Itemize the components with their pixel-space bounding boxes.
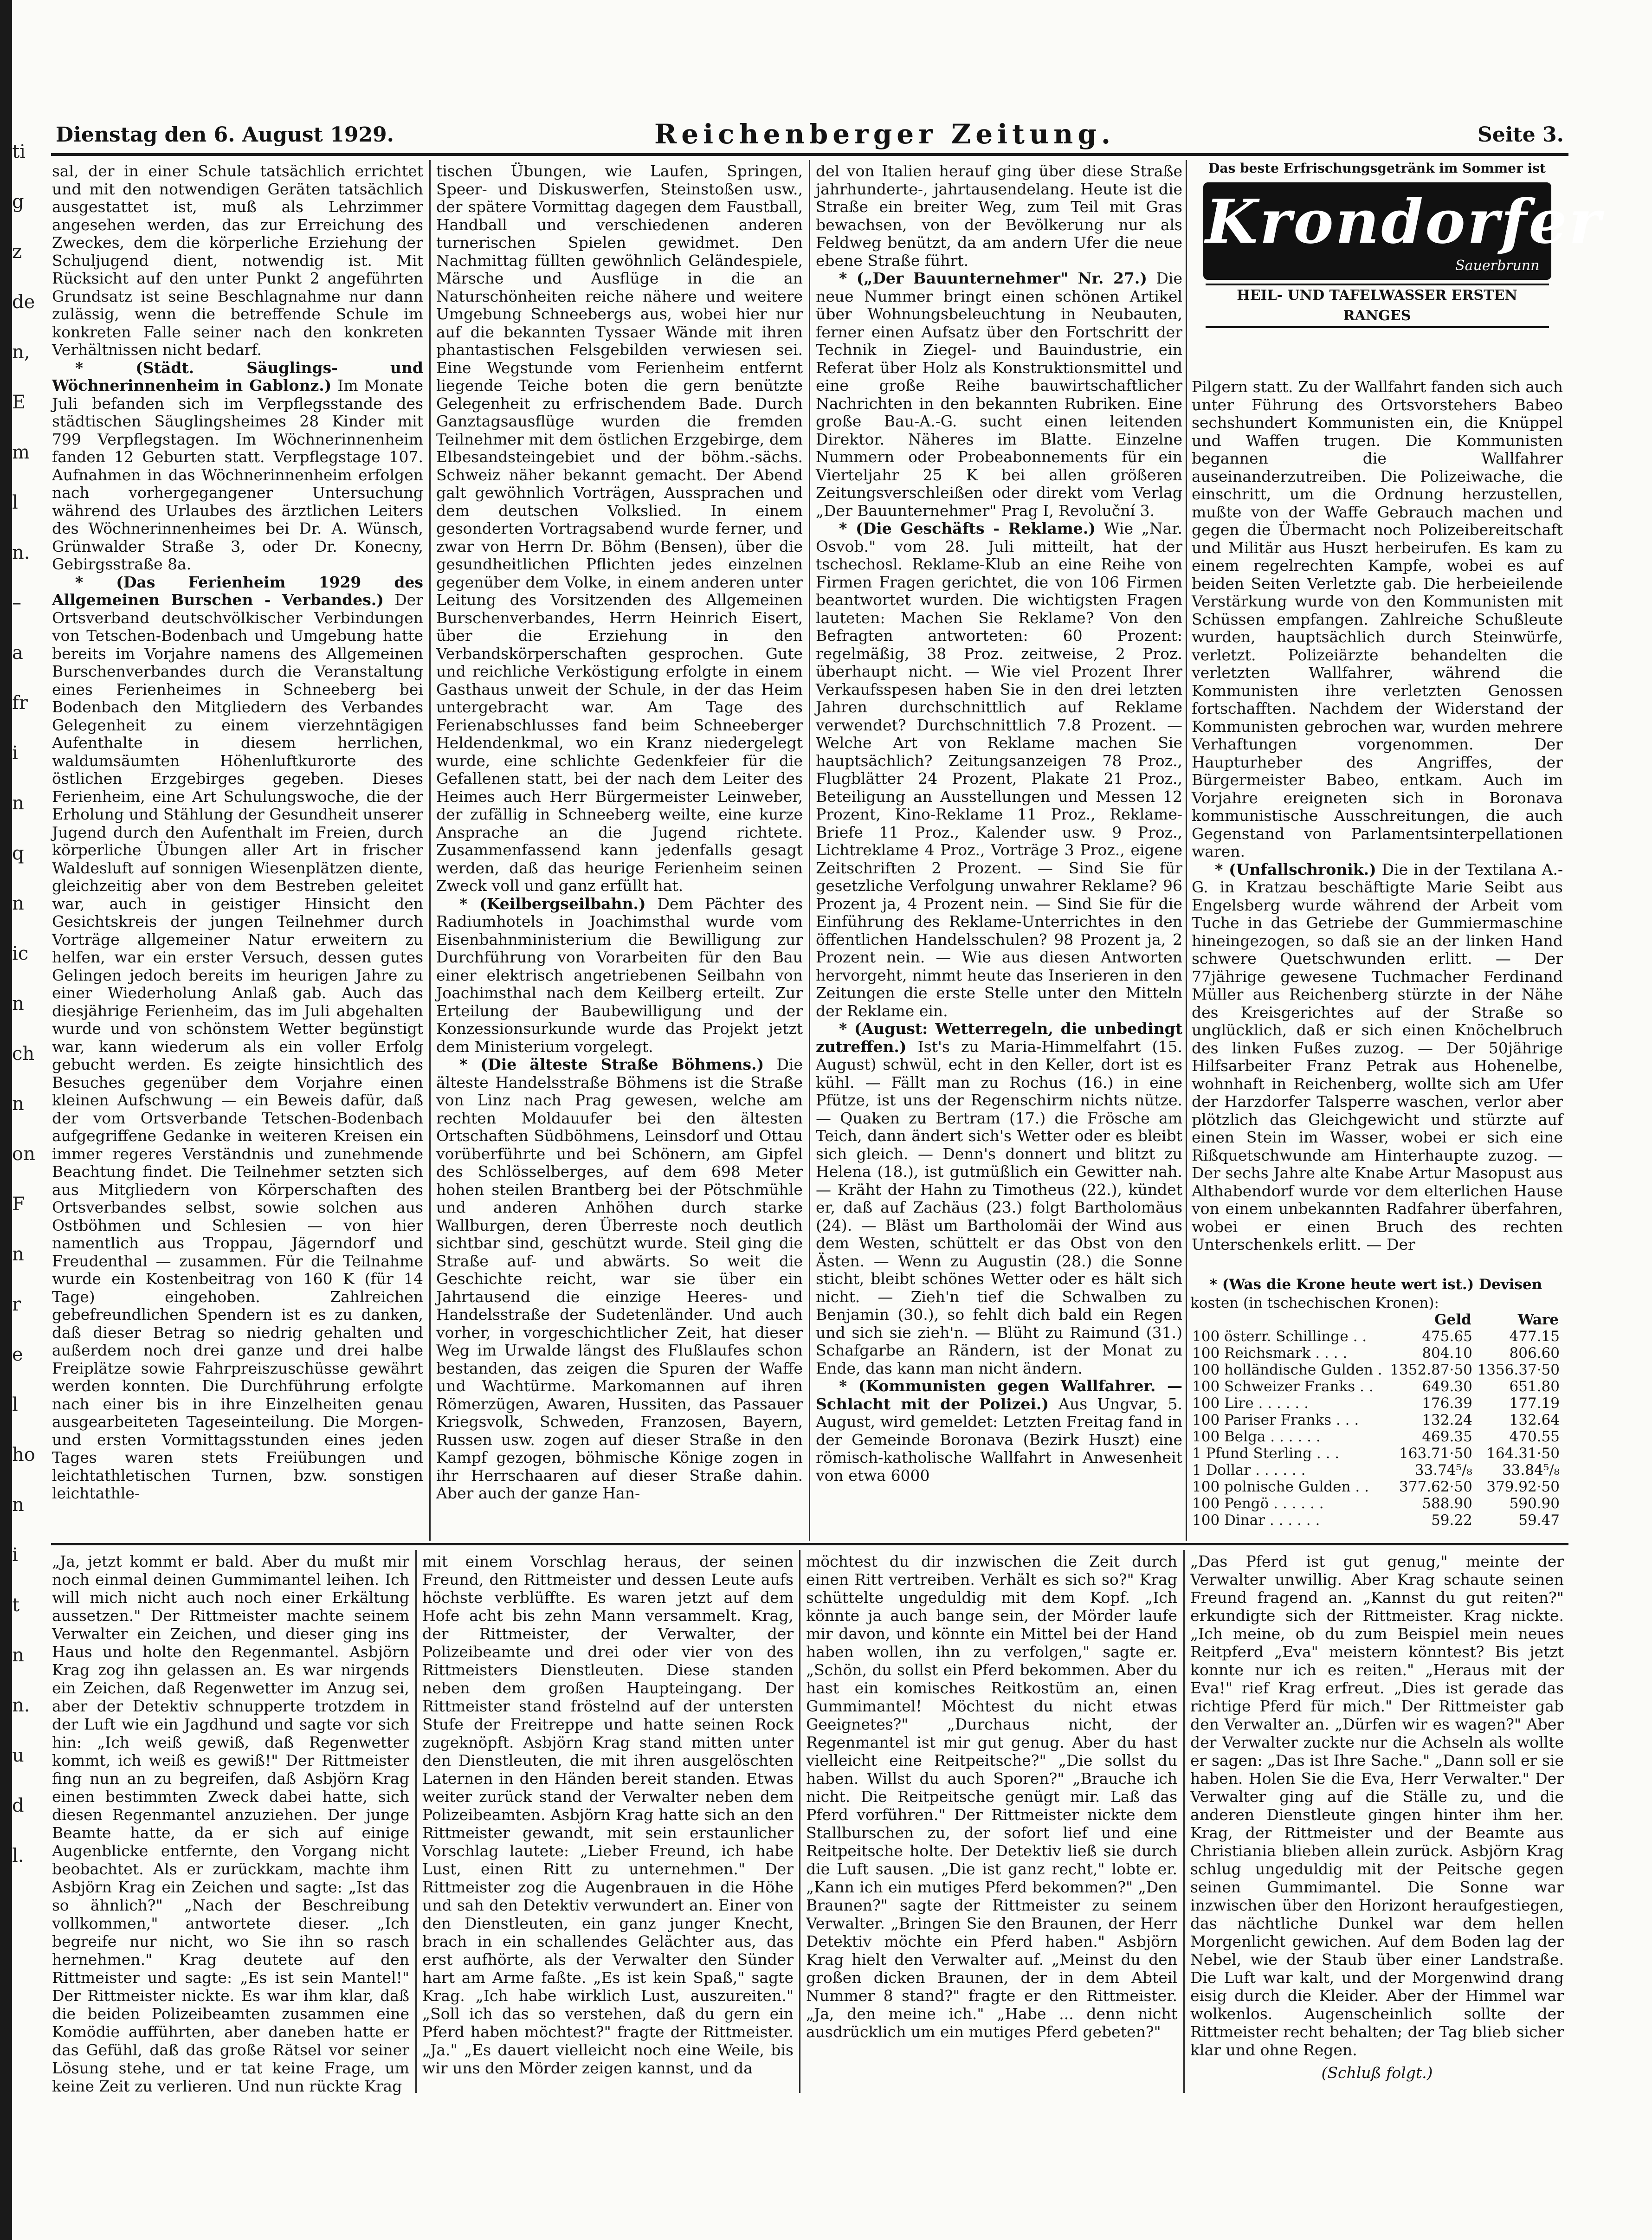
article-body: Dem Pächter des Radiumhotels in Joachimsthal wurde vom Eisenbahnministerium die Bewilligung zur Durchführung von Vorarbeiten für den Bau einer elektrisch angetriebenen Seilbahn von Joachimsthal nach dem Keilberg erteilt. Zur Erteilung der Baubewilligung und der Konzessionsurkunde wurde das Projekt jetzt dem Ministerium vorgelegt. [436, 894, 803, 1056]
article-body: Der Ortsverband deutschvölkischer Verbindungen von Tetschen-Bodenbach und Umgebung hatte bereits im Vorjahre namens des Allgemeinen Burschenverbandes durch die Veranstaltung eines Ferienheimes in Schneeberg bei Bodenbach den Mitgliedern des Verbandes Gelegenheit zu einem vierzehntägigen Aufenthalte in diesem herrlichen, waldumsäumten Höhenluftkurorte des östlichen Erzgebirges gegeben. Dieses Ferienheim, eine Art Schulungswoche, die der Erholung und Stählung der Gesundheit unserer Jugend durch den Aufenthalt im Freien, durch körperliche Übungen aller Art in frischer Waldesluft auf sonnigen Wiesenplätzen diente, gleichzeitig aber von dem Bestreben geleitet war, auch in geistiger Hinsicht den Gesichtskreis der jungen Teilnehmer durch Vorträge allgemeiner Natur erweitern zu helfen, war ein erster Versuch, dessen gutes Gelingen jedoch bereits im heurigen Jahre zu einer Wiederholung Anlaß gab. Auch das diesjährige Ferienheim, das im Juli abgehalten wurde und von schönstem Wetter begünstigt war, kann wiederum als ein voller Erfolg gebucht werden. Es zeigte hinsichtlich des Besuches gegenüber dem Vorjahre einen kleinen Aufschwung — ein Beweis dafür, daß der vom Ortsverbande Tetschen-Bodenbach aufgegriffene Gedanke in weiteren Kreisen ein immer regeres Verständnis und zunehmende Beachtung findet. Die Teilnehmer setzten sich aus Mitgliedern von Körperschaften des Ortsverbandes selbst, sowie solchen aus Ostböhmen und Schlesien — von hier namentlich aus Troppau, Jägerndorf und Freudenthal — zusammen. Für die Teilnahme wurde ein Kostenbeitrag von 160 K (für 14 Tage) eingehoben. Zahlreichen gebefreundlichen Spendern ist es zu danken, daß dieser Betrag so niedrig gehalten und außerdem noch drei ganze und drei halbe Freiplätze sowie Fahrpreiszuschüsse gewährt werden konnten. Die Durchführung erfolgte nach einer bis in ihre Einzelheiten genau ausgearbeiteten Tageseinteilung. Die Morgen- und ersten Vormittagsstunden eines jeden Tages waren stets Freiübungen und leichtathletischen Turnen, bzw. sonstigen leichtathle- [52, 591, 423, 1502]
ad-brand: Krondorfer [1205, 186, 1603, 257]
issue-date: Dienstag den 6. August 1929. [56, 123, 394, 147]
article-body: Die neue Nummer bringt einen schönen Artikel über Wohnungsbeleuchtung in Neubauten, ferner einen Aufsatz über den Fortschritt der Technik in Ziegel- und Bauindustrie, ein Referat über Holz als Konstruktionsmittel und eine große Reihe bauwirtschaftlicher Nachrichten in den bekannten Rubriken. Eine große Bau-A.-G. sucht einen leitenden Direktor. Näheres im Blatte. Einzelne Nummern oder Probeabonnements für ein Vierteljahr 25 K bei allen größeren Zeitungsverschleißen oder direkt vom Verlag „Der Bauunternehmer" Prag I, Revoluční 3. [816, 269, 1182, 520]
serial-text: „Ja, jetzt kommt er bald. Aber du mußt mir noch einmal deinen Gummimantel leihen. Ich will mich nicht auch noch einer Erkältung aussetzen." Der Rittmeister machte seinem Verwalter ein Zeichen, und dieser ging ins Haus und holte den Regenmantel. Asbjörn Krag zog ihn gelassen an. Es war nirgends ein Zeichen, daß Regenwetter im Anzug sei, aber der Detektiv schnupperte trotzdem in der Luft wie ein Jagdhund und sagte vor sich hin: „Ich weiß gewiß, daß Regenwetter kommt, ich weiß es gewiß!" Der Rittmeister fing nun an zu begreifen, daß Asbjörn Krag einen bestimmten Zweck dabei hatte, sich diesen Regenmantel anzuziehen. Der junge Beamte hatte, da er sich auf einige Augenblicke entfernte, den Vorgang nicht beobachtet. Als er zurückkam, machte ihm Asbjörn Krag ein Zeichen und sagte: „Ist das so ähnlich?" „Nach der Beschreibung vollkommen," antwortete dieser. „Ich begreife nur nicht, wo Sie ihn so rasch hernehmen." Krag deutete auf den Rittmeister und sagte: „Es ist sein Mantel!" Der Rittmeister nickte. Es war ihm klar, daß die beiden Polizeibeamten zusammen eine Komödie aufführten, aber daneben hatte er das Gefühl, daß das große Rätsel vor seiner Lösung stehe, und er tat keine Frage, um keine Zeit zu verlieren. Und nun rückte Krag [52, 1552, 409, 2095]
article-body: Die älteste Handelsstraße Böhmens ist die Straße von Linz nach Prag gewesen, welche am rechten Moldauufer bei den ältesten Ortschaften Südböhmens, Leinsdorf und Ottau vorüberführte und bei Schönern, am Gipfel des Schlösselberges, auf dem 698 Meter hohen steilen Brantberg bei der Pötschmühle und anderen Anhöhen durch starke Wallburgen, deren Überreste noch deutlich sichtbar sind, geschützt wurde. Steil ging die Straße auf- und abwärts. So weit die Geschichte reicht, war sie über ein Jahrtausend die einzige Heeres- und Handelsstraße der Sudetenländer. Und auch vorher, in vorgeschichtlicher Zeit, hat dieser Weg im Urwalde längst des Flußlaufes schon bestanden, das zeigen die Spuren der Waffe und Wachtürme. Markomannen auf ihren Römerzügen, Awaren, Hussiten, das Passauer Kriegsvolk, Schweden, Franzosen, Bayern, Russen usw. zogen auf dieser Straße in den Kampf gezogen, böhmische Könige zogen in ihr Herrschaaren auf dieser Straße dahin. Aber auch der ganze Han- [436, 1055, 803, 1502]
edge-fragment: n, [12, 342, 30, 363]
rate-geld: 132.24 [1422, 1412, 1472, 1428]
article-item [436, 895, 803, 1056]
article-paragraph: del von Italien herauf ging über diese Straße jahrhunderte-, jahrtausendelang. Heute ist die Straße ein breiter Weg, zum Teil mit Gras bewachsen, von der Bevölkerung nur als Feldweg benützt, da am andern Ufer die neue ebene Straße führt. [816, 162, 1182, 270]
edge-fragment: ti [12, 141, 26, 162]
edge-fragment: fr [12, 692, 28, 714]
rate-row [1190, 1428, 1562, 1445]
article-body: Die in der Textilana A.-G. in Kratzau beschäftigte Marie Seibt aus Engelsberg wurde während der Arbeit vom Tuche in das Getriebe der Gummiermaschine hineingezogen, so daß sie an der linken Hand schwere Quetschwunden erlitt. — Der 77jährige gewesene Tuchmacher Ferdinand Müller aus Reichenberg stürzte in der Nähe des Kreisgerichtes auf der Straße so unglücklich, daß er sich einen Knöchelbruch des linken Fußes zuzog. — Der 50jährige Hilfsarbeiter Franz Petrak aus Hohenelbe, wohnhaft in Reichenberg, wollte sich am Ufer der Harzdorfer Talsperre waschen, verlor aber plötzlich das Gleichgewicht und stürzte auf einen Stein im Wasser, wobei er sich eine Rißquetschwunde am Hinterhaupte zuzog. — Der sechs Jahre alte Knabe Artur Masopust aus Althabendorf wurde vor dem elterlichen Hause von einem unbekannten Radfahrer überfahren, wobei er einen Bruch des rechten Unterschenkels erlitt. — Der [1192, 860, 1563, 1253]
edge-fragment: ic [12, 943, 29, 964]
serial-column-4 [1190, 1552, 1564, 2086]
edge-fragment: i [12, 742, 18, 764]
article-heading: * (Kommunisten gegen Wallfahrer. — Schlacht mit der Polizei.) [816, 1377, 1182, 1413]
article-item [52, 359, 423, 574]
currency-name: 100 Schweizer Franks . . [1192, 1378, 1374, 1395]
currency-name: 100 österr. Schillinge . . [1192, 1328, 1367, 1345]
currency-name: 100 Dinar . . . . . . [1192, 1512, 1320, 1529]
edge-fragment: n [12, 1494, 24, 1516]
edge-fragment: l [12, 1394, 18, 1415]
edge-fragment: ch [12, 1043, 35, 1065]
rate-row [1190, 1328, 1562, 1345]
edge-fragment: n [12, 1645, 24, 1666]
edge-fragment: z [12, 241, 22, 263]
article-item [1192, 861, 1563, 1254]
edge-fragment: l. [12, 1845, 24, 1866]
edge-fragment: t [12, 1594, 20, 1616]
serial-column-3 [806, 1552, 1177, 2086]
edge-fragment: n [12, 1244, 24, 1265]
rate-ware: 177.19 [1509, 1395, 1560, 1412]
rate-ware: 379.92·50 [1486, 1478, 1560, 1495]
ad-tagline: Das beste Erfrischungsgetränk im Sommer ist [1208, 161, 1546, 176]
edge-fragment: i [12, 1544, 18, 1566]
rate-row [1190, 1495, 1562, 1512]
serial-column-1 [52, 1552, 409, 2095]
rate-ware: 477.15 [1509, 1328, 1560, 1345]
edge-fragment: r [12, 1294, 21, 1315]
edge-fragment: g [12, 191, 24, 213]
rate-row [1190, 1478, 1562, 1495]
rate-row [1190, 1412, 1562, 1428]
edge-fragment: n [12, 793, 24, 814]
rate-geld: 33.74⁵/₈ [1414, 1462, 1472, 1478]
serial-text: „Das Pferd ist gut genug," meinte der Verwalter unwillig. Aber Krag schaute seinen Freund fragend an. „Kannst du gut reiten?" erkundigte sich der Rittmeister. Krag nickte. „Ich meine, ob du zum Beispiel mein neues Reitpferd „Eva" meistern könntest? Bis jetzt konnte nur ich es reiten." „Heraus mit der Eva!" rief Krag erfreut. „Dies ist gerade das richtige Pferd für mich." Der Rittmeister gab den Verwalter an. „Dürfen wir es wagen?" Aber der Verwalter zuckte nur die Achseln als wollte er sagen: „Das ist Ihre Sache." „Dann soll er sie haben. Holen Sie die Eva, Herr Verwalter." Der Verwalter ging auf die Ställe zu, und die anderen Dienstleute gingen hinter ihm her. Krag, der Rittmeister und der Beamte aus Christiania blieben allein zurück. Asbjörn Krag schlug ungeduldig mit der Peitsche gegen seinen Gummimantel. Die Sonne war inzwischen über den Horizont heraufgestiegen, das nächtliche Dunkel war dem hellen Morgenlicht gewichen. Auf dem Boden lag der Nebel, wie der Staub über einer Landstraße. Die Luft war kalt, und der Morgenwind drang eisig durch die Kleider. Aber der Himmel war wolkenlos. Augenscheinlich sollte der Rittmeister recht behalten; der Tag blieb sicher klar und ohne Regen. [1190, 1552, 1564, 2059]
serial-column-2 [422, 1552, 794, 2086]
article-heading: * (Das Ferienheim 1929 des Allgemeinen Burschen - Verbandes.) [52, 573, 423, 609]
article-body: Wie „Nar. Osvob." vom 28. Juli mitteilt, hat der tschechosl. Reklame-Klub an eine Reihe von Firmen Fragen gerichtet, die von 106 Firmen beantwortet wurden. Die wichtigsten Fragen lauteten: Machen Sie Reklame? Von den Befragten antworteten: 60 Prozent: regelmäßig, 38 Proz. zeitweise, 2 Proz. überhaupt nicht. — Wie viel Prozent Ihrer Verkaufsspesen haben Sie in den drei letzten Jahren durchschnittlich auf Reklame verwendet? Durchschnittlich 7.8 Prozent. — Welche Art von Reklame machen Sie hauptsächlich? Zeitungsanzeigen 78 Proz., Flugblätter 24 Prozent, Plakate 21 Proz., Beteiligung an Ausstellungen und Messen 12 Prozent, Kino-Reklame 11 Proz., Reklame-Briefe 11 Proz., Kalender usw. 9 Proz., Lichtreklame 4 Proz., Vorträge 3 Proz., eigene Zeitschriften 2 Prozent. — Sind Sie für gesetzliche Verfolgung unwahrer Reklame? 96 Prozent ja, 4 Prozent nein. — Sind Sie für die Einführung des Reklame-Unterrichtes in den öffentlichen Handelsschulen? 98 Prozent ja, 2 Prozent nein. — Wie aus diesen Antworten hervorgeht, nimmt heute das Inserieren in den Zeitungen die erste Stelle unter den Mitteln der Reklame ein. [816, 519, 1182, 1020]
rate-geld: 176.39 [1422, 1395, 1472, 1412]
page-number: Seite 3. [1477, 123, 1564, 147]
rate-row [1190, 1362, 1562, 1378]
edge-fragment: de [12, 291, 35, 313]
column-divider [799, 1550, 800, 2093]
article-paragraph: tischen Übungen, wie Laufen, Springen, Speer- und Diskuswerfen, Steinstoßen usw., der spätere Vormittag dagegen dem Faustball, Handball und verschiedenen anderen turnerischen Spielen gewidmet. Den Nachmittag füllten gewöhnlich Geländespiele, Märsche und Ausflüge in die an Naturschönheiten reiche nähere und weitere Umgebung Schneebergs aus, wobei hier nur auf die bekannten Tyssaer Wände mit ihren phantastischen Felsgebilden verwiesen sei. Eine Wegstunde vom Ferienheim entfernt liegende Teiche boten die gern benützte Gelegenheit zu erfrischendem Bade. Durch Ganztagsausflüge wurden die fremden Teilnehmer mit dem östlichen Erzgebirge, dem Elbesandsteingebiet und der böhm.-sächs. Schweiz näher bekannt gemacht. Der Abend galt gewöhnlich Vorträgen, Aussprachen und dem deutschen Volkslied. In einem gesonderten Vortragsabend wurde ferner, und zwar von Herrn Dr. Böhm (Bensen), über die gesundheitlichen Pflichten jedes einzelnen gegenüber dem Volke, in einem anderen unter Leitung des Vorsitzenden des Allgemeinen Burschenverbandes, Herrn Heinrich Eisert, über die Erziehung in den Verbandskörperschaften gesprochen. Gute und reichliche Verköstigung erfolgte in einem Gasthaus unweit der Schule, in der das Heim untergebracht war. Am Tage des Ferienabschlusses fand beim Schneeberger Heldendenkmal, wo ein Kranz niedergelegt wurde, eine schlichte Gedenkfeier für die Gefallenen statt, bei der nach dem Leiter des Heimes auch Herr Bürgermeister Leinweber, der zufällig in Schneeberg weilte, eine kurze Ansprache an die Jugend richtete. Zusammenfassend kann jedenfalls gesagt werden, daß das heurige Ferienheim seinen Zweck voll und ganz erfüllt hat. [436, 162, 803, 895]
article-body: Ist's zu Maria-Himmelfahrt (15. August) schwül, echt in den Keller, dort ist es kühl. — Fällt man zu Rochus (16.) in eine Pfütze, ist uns der Regenschirm nichts nütze. — Quaken zu Bertram (17.) die Frösche am Teich, dann ändert sich's Wetter oder es bleibt sich gleich. — Denn's donnert und blitzt zu Helena (18.), ist gutmüßlich ein Gewitter nah. — Kräht der Hahn zu Timotheus (22.), kündet er, daß auf Zachäus (23.) folgt Bartholomäus (24). — Bläst um Bartholomäi der Wind aus dem Westen, schüttelt er das Obst von den Ästen. — Wenn zu Augustin (28.) die Sonne sticht, bleibt schönes Wetter oder es hält sich nicht. — Zieh'n tief die Schwalben zu Benjamin (30.), so fehlt dich bald ein Regen und sich sie zieh'n. — Blüht zu Raimund (31.) Schafgarbe an Rändern, ist der Monat zu Ende, das kann man nicht ändern. [816, 1037, 1182, 1377]
edge-fragment: – [12, 592, 21, 613]
rate-ware: 132.64 [1509, 1412, 1560, 1428]
edge-fragment: E [12, 392, 26, 413]
rates-heading: * (Was die Krone heute wert ist.) Devisen [1209, 1276, 1542, 1293]
currency-name: 100 Lire . . . . . . [1192, 1395, 1309, 1412]
rate-ware: 33.84⁵/₈ [1502, 1462, 1560, 1478]
rate-ware: 164.31·50 [1486, 1445, 1560, 1462]
column-3 [816, 162, 1182, 1541]
rate-geld: 59.22 [1431, 1512, 1472, 1529]
rate-row [1190, 1462, 1562, 1478]
column-1 [52, 162, 423, 1541]
rate-row [1190, 1445, 1562, 1462]
article-item [816, 1377, 1182, 1485]
rate-ware: 651.80 [1509, 1378, 1560, 1395]
article-item [816, 270, 1182, 520]
article-heading: * (Die älteste Straße Böhmens.) [459, 1055, 764, 1073]
edge-fragment: n. [12, 542, 30, 563]
article-paragraph: Pilgern statt. Zu der Wallfahrt fanden sich auch unter Führung des Ortsvorstehers Babeo sechshundert Kommunisten ein, die Knüppel und Waffen trugen. Die Kommunisten begannen die Wallfahrer auseinanderzutreiben. Die Polizeiwache, die einschritt, um die Ordnung herzustellen, mußte von der Waffe Gebrauch machen und gegen die Übermacht noch Polizeibereitschaft und Militär aus Huszt herbeirufen. Es kam zu einem regelrechten Kampfe, wobei es auf beiden Seiten Verletzte gab. Die herbeieilende Verstärkung wurde von den Kommunisten mit Schüssen empfangen. Zahlreiche Schußleute wurden, hauptsächlich durch Steinwürfe, verletzt. Polizeiärzte behandelten die verletzten Wallfahrer, während die Kommunisten ihre verletzten Genossen fortschafften. Nachdem der Widerstand der Kommunisten gebrochen war, wurden mehrere Verhaftungen vorgenommen. Der Haupturheber des Angriffes, der Bürgermeister Babeo, entkam. Auch im Vorjahre ereigneten sich in Boronava kommunistische Ausschreitungen, die auch Gegenstand von Parlamentsinterpellationen waren. [1192, 378, 1563, 860]
article-body: Aus Ungvar, 5. August, wird gemeldet: Letzten Freitag fand in der Gemeinde Boronava (Bezirk Huszt) eine römisch-katholische Wallfahrt in Anwesenheit von etwa 6000 [816, 1394, 1182, 1485]
rate-geld: 475.65 [1422, 1328, 1472, 1345]
edge-fragment: l [12, 492, 18, 513]
rate-geld: 163.71·50 [1399, 1445, 1472, 1462]
rate-ware: 470.55 [1509, 1428, 1560, 1445]
rate-geld: 588.90 [1422, 1495, 1472, 1512]
feuilleton-rule [51, 1543, 1568, 1545]
edge-fragment: on [12, 1143, 35, 1165]
edge-fragment: n [12, 1093, 24, 1115]
article-item [816, 520, 1182, 1020]
column-divider [429, 160, 431, 1541]
article-paragraph: sal, der in einer Schule tatsächlich errichtet und mit den notwendigen Geräten tatsächlich ausgestattet ist, muß als Lehrzimmer angesehen werden, das zur Erreichung des Zweckes, dem die körperliche Erziehung der Schuljugend dient, notwendig ist. Mit Rücksicht auf den unter Punkt 2 angeführten Grundsatz ist seine Beschlagnahme nur dann zulässig, wenn die betreffende Schule im konkreten Falle seiner nach den konkreten Verhältnissen nicht bedarf. [52, 162, 423, 359]
currency-name: 100 Pengö . . . . . . [1192, 1495, 1324, 1512]
edge-fragment: F [12, 1194, 25, 1215]
article-item [52, 574, 423, 1503]
rate-row [1190, 1395, 1562, 1412]
rate-geld: 469.35 [1422, 1428, 1472, 1445]
edge-fragment: q [12, 843, 24, 864]
rate-ware: 59.47 [1518, 1512, 1560, 1529]
rate-ware: 590.90 [1509, 1495, 1560, 1512]
article-heading: * (August: Wetterregeln, die unbedingt zutreffen.) [816, 1020, 1182, 1056]
currency-name: 100 holländische Gulden . [1192, 1362, 1382, 1378]
edge-fragment: a [12, 642, 23, 664]
scan-edge [0, 0, 12, 2240]
rate-geld: 804.10 [1422, 1345, 1472, 1362]
edge-fragment: d [12, 1795, 24, 1816]
exchange-rates [1190, 1276, 1562, 1529]
rate-ware: 806.60 [1509, 1345, 1560, 1362]
edge-fragment: n [12, 993, 24, 1014]
rate-geld: 377.62·50 [1399, 1478, 1472, 1495]
currency-name: 100 Pariser Franks . . . [1192, 1412, 1359, 1428]
currency-name: 100 polnische Gulden . . [1192, 1478, 1369, 1495]
currency-name: 100 Belga . . . . . . [1192, 1428, 1321, 1445]
header-rule [51, 153, 1568, 156]
rate-row [1190, 1512, 1562, 1529]
rates-table [1190, 1311, 1562, 1529]
article-heading: * („Der Bauunternehmer" Nr. 27.) [839, 269, 1147, 287]
col-header-geld: Geld [1434, 1311, 1471, 1328]
rate-geld: 1352.87·50 [1390, 1362, 1472, 1378]
page-header [56, 118, 1564, 155]
article-heading: * (Die Geschäfts - Reklame.) [839, 519, 1096, 537]
currency-name: 1 Pfund Sterling . . . [1192, 1445, 1340, 1462]
newspaper-title: Reichenberger Zeitung. [654, 118, 1116, 150]
column-4 [1192, 378, 1563, 1274]
currency-name: 1 Dollar . . . . . . [1192, 1462, 1306, 1478]
column-divider [809, 160, 810, 1541]
rates-subheading: kosten (in tschechischen Kronen): [1190, 1295, 1439, 1311]
column-divider [1183, 1550, 1185, 2093]
col-header-ware: Ware [1517, 1311, 1559, 1328]
column-divider [415, 1550, 417, 2093]
rate-row [1190, 1345, 1562, 1362]
column-divider [1186, 160, 1187, 1541]
edge-fragment: n. [12, 1695, 30, 1716]
article-item [436, 1056, 803, 1503]
edge-fragment: ho [12, 1444, 35, 1465]
rate-row [1190, 1378, 1562, 1395]
edge-fragment: e [12, 1344, 23, 1365]
edge-fragment: u [12, 1745, 24, 1766]
article-item [816, 1020, 1182, 1377]
rate-ware: 1356.37·50 [1477, 1362, 1560, 1378]
rate-geld: 649.30 [1422, 1378, 1472, 1395]
article-body: Im Monate Juli befanden sich im Verpflegsstande des städtischen Säuglingsheimes 28 Kinder mit 799 Verpflegstagen. Im Wöchnerinnenheim fanden 12 Geburten statt. Verpflegstage 107. Aufnahmen in das Wöchnerinnenheim erfolgen nach vorhergegangener Untersuchung während des Urlaubes des ärztlichen Leiters des Wöchnerinnenheimes bei Dr. A. Wünsch, Grünwalder Straße 3, oder Dr. Konecny, Gebirgsstraße 8a. [52, 376, 423, 573]
serial-continuation-note: (Schluß folgt.) [1321, 2064, 1433, 2082]
currency-name: 100 Reichsmark . . . . [1192, 1345, 1348, 1362]
article-heading: * (Städt. Säuglings- und Wöchnerinnenheim in Gablonz.) [52, 358, 423, 394]
edge-fragment: m [12, 442, 30, 463]
ad-logo [1203, 182, 1603, 280]
article-heading: * (Unfallschronik.) [1215, 860, 1376, 878]
ad-brand-sub: Sauerbrunn [1455, 258, 1540, 274]
serial-text: mit einem Vorschlag heraus, der seinen Freund, den Rittmeister und dessen Leute aufs höchste verblüffte. Es waren jetzt auf dem Hofe acht bis zehn Mann versammelt. Krag, der Rittmeister, der Verwalter, der Polizeibeamte und drei oder vier von des Rittmeisters Dienstleuten. Diese standen neben dem großen Haupteingang. Der Rittmeister stand fröstelnd auf der untersten Stufe der Freitreppe und hatte seinen Rock zugeknöpft. Asbjörn Krag stand mitten unter den Dienstleuten, die mit ihren ausgelöschten Laternen in den Händen bereit standen. Etwas weiter zurück stand der Verwalter neben dem Polizeibeamten. Asbjörn Krag hatte sich an den Rittmeister gewandt, mit sein erstaunlicher Vorschlag lautete: „Lieber Freund, ich habe Lust, einen Ritt zu unternehmen." Der Rittmeister zog die Augenbrauen in die Höhe und sah den Detektiv verwundert an. Einer von den Dienstleuten, ein ganz junger Knecht, brach in ein schallendes Gelächter aus, das erst aufhörte, als der Verwalter den Sünder hart am Arme faßte. „Es ist kein Spaß," sagte Krag. „Ich habe wirklich Lust, auszureiten." „Soll ich das so verstehen, daß du gern ein Pferd haben möchtest?" fragte der Rittmeister. „Ja." „Es dauert vielleicht noch eine Weile, bis wir uns den Mörder zeigen kannst, und da [422, 1552, 794, 2077]
ad-slogan: HEIL- UND TAFELWASSER ERSTEN RANGES [1206, 284, 1549, 328]
krondorfer-advertisement [1188, 160, 1603, 392]
column-2 [436, 162, 803, 1541]
article-heading: * (Keilbergseilbahn.) [459, 894, 646, 913]
edge-fragment: n [12, 893, 24, 914]
serial-text: möchtest du dir inzwischen die Zeit durch einen Ritt vertreiben. Verhält es sich so?" Krag schüttelte ungeduldig mit dem Kopf. „Ich könnte ja auch bange sein, der Mörder laufe mir davon, und könnte ein Mittel bei der Hand haben wollen, ihn zu verfolgen," sagte er. „Schön, du sollst ein Pferd bekommen. Aber du hast ein komisches Reitkostüm an, einen Gummimantel! Möchtest du nicht etwas Geeignetes?" „Durchaus nicht, der Regenmantel ist mir gut genug. Aber du hast vielleicht eine Reitpeitsche?" „Die sollst du haben. Willst du auch Sporen?" „Brauche ich nicht. Die Reitpeitsche genügt mir. Laß das Pferd vorführen." Der Rittmeister nickte dem Stallburschen zu, der sofort lief und eine Reitpeitsche holte. Der Detektiv ließ sie durch die Luft sausen. „Die ist ganz recht," lobte er. „Kann ich ein mutiges Pferd bekommen?" „Den Braunen?" sagte der Rittmeister zu seinem Verwalter. „Bringen Sie den Braunen, der Herr Detektiv möchte ein Pferd haben." Asbjörn Krag hielt den Verwalter auf. „Meinst du den großen dicken Braunen, der in dem Abteil Nummer 8 stand?" fragte er den Rittmeister. „Ja, den meine ich." „Habe ... denn nicht ausdrücklich um ein mutiges Pferd gebeten?" [806, 1552, 1177, 2041]
